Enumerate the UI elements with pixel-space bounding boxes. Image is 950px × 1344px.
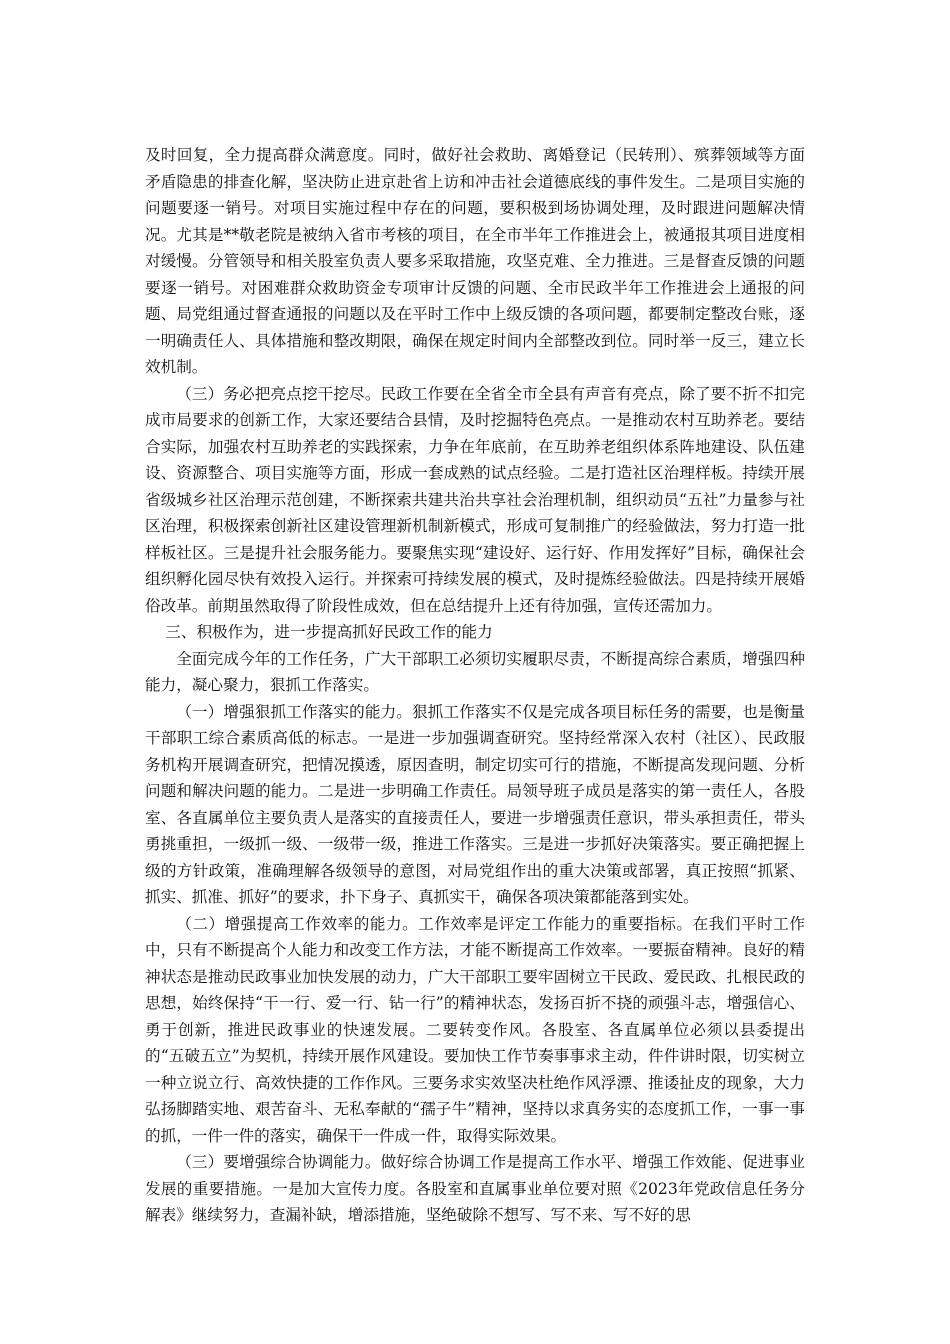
document-page (145, 142, 805, 1229)
paragraph-coordination: （三）要增强综合协调能力。做好综合协调工作是提高工作水平、增强工作效能、促进事业发展的重要措施。一是加大宣传力度。各股室和直属事业单位要对照《2023年党政信息任务分解表》继续努力，查漏补缺，增添措施，坚绝破除不想写、写不来、写不好的思 (145, 1153, 805, 1224)
paragraph-1: 及时回复，全力提高群众满意度。同时，做好社会救助、离婚登记（民转刑）、殡葬领域等方面矛盾隐患的排查化解，坚决防止进京赴省上访和冲击社会道德底线的事件发生。二是项目实施的问题要逐一销号。对项目实施过程中存在的问题，要积极到场协调处理，及时跟进问题解决情况。尤其是**敬老院是被纳入省市考核的项目，在全市半年工作推进会上，被通报其项目进度相对缓慢。分管领导和相关股室负责人要多采取措施，攻坚克难、全力推进。三是督查反馈的问题要逐一销号。对困难群众救助资金专项审计反馈的问题、全市民政半年工作推进会上通报的问题、局党组通过督查通报的问题以及在平时工作中上级反馈的各项问题，都要制定整改台账，逐一明确责任人、具体措施和整改期限，确保在规定时间内全部整改到位。同时举一反三，建立长效机制。 (145, 146, 805, 376)
paragraph-efficiency: （二）增强提高工作效率的能力。工作效率是评定工作能力的重要指标。在我们平时工作中，只有不断提高个人能力和改变工作方法，才能不断提高工作效率。一要振奋精神。良好的精神状态是推动民政事业加快发展的动力，广大干部职工要牢固树立干民政、爱民政、扎根民政的思想，始终保持“干一行、爱一行、钻一行”的精神状态，发扬百折不挠的顽强斗志，增强信心、勇于创新，推进民政事业的快速发展。二要转变作风。各股室、各直属单位必须以县委提出的“五破五立”为契机，持续开展作风建设。要加快工作节奏事事求主动，件件讲时限，切实树立一种立说立行、高效快捷的工作作风。三要务求实效坚决杜绝作风浮漂、推诿扯皮的现象，大力弘扬脚踏实地、艰苦奋斗、无私奉献的“孺子牛”精神，坚持以求真务实的态度抓工作，一事一事的抓，一件一件的落实，确保干一件成一件，取得实际效果。 (145, 914, 805, 1145)
paragraph-implementation: （一）增强狠抓工作落实的能力。狠抓工作落实不仅是完成各项目标任务的需要，也是衡量干部职工综合素质高低的标志。一是进一步加强调查研究。坚持经常深入农村（社区）、民政服务机构开展调查研究，把情况摸透，原因查明，制定切实可行的措施，不断提高发现问题、分析问题和解决问题的能力。二是进一步明确工作责任。局领导班子成员是落实的第一责任人，各股室、各直属单位主要负责人是落实的直接责任人，要进一步增强责任意识，带头承担责任，带头勇挑重担，一级抓一级、一级带一级，推进工作落实。三是进一步抓好决策落实。要正确把握上级的方针政策，准确理解各级领导的意图，对局党组作出的重大决策或部署，真正按照“抓紧、抓实、抓准、抓好”的要求，扑下身子、真抓实干，确保各项决策都能落到实处。 (145, 702, 805, 906)
section-heading-3: 三、积极作为，进一步提高抓好民政工作的能力 (165, 623, 493, 641)
paragraph-section-intro: 全面完成今年的工作任务，广大干部职工必须切实履职尽责，不断提高综合素质，增强四种能力，凝心聚力，狠抓工作落实。 (145, 649, 805, 694)
paragraph-highlights: （三）务必把亮点挖干挖尽。民政工作要在全省全市全县有声音有亮点，除了要不折不扣完成市局要求的创新工作，大家还要结合县情，及时挖掘特色亮点。一是推动农村互助养老。要结合实际，加强农村互助养老的实践探索，力争在年底前，在互助养老组织体系阵地建设、队伍建设、资源整合、项目实施等方面，形成一套成熟的试点经验。二是打造社区治理样板。持续开展省级城乡社区治理示范创建，不断探索共建共治共享社会治理机制，组织动员“五社”力量参与社区治理，积极探索创新社区建设管理新机制新模式，形成可复制推广的经验做法，努力打造一批样板社区。三是提升社会服务能力。要聚焦实现“建设好、运行好、作用发挥好”目标，确保社会组织孵化园尽快有效投入运行。并探索可持续发展的模式，及时提炼经验做法。四是持续开展婚俗改革。前期虽然取得了阶段性成效，但在总结提升上还有待加强，宣传还需加力。 (145, 384, 805, 615)
